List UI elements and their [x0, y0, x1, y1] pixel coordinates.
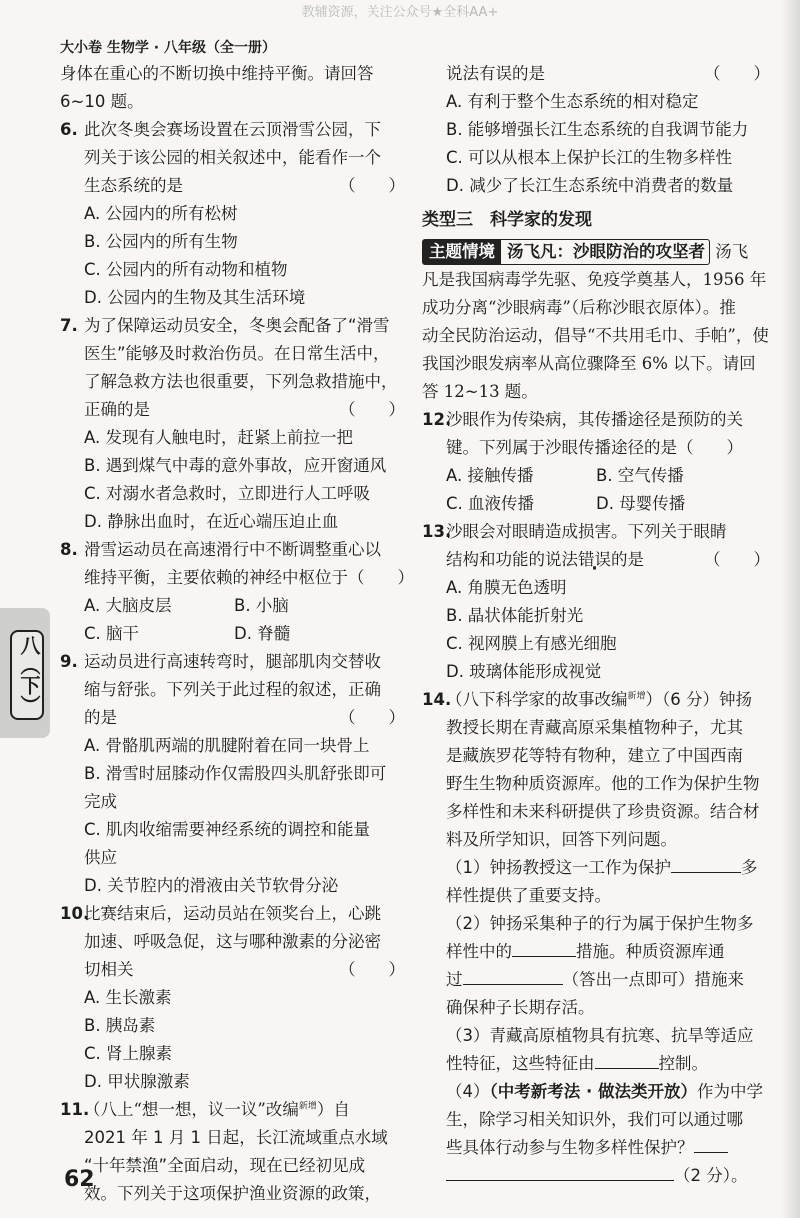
running-header: 大小卷 生物学 · 八年级（全一册）	[60, 40, 276, 56]
option-continued: 完成	[84, 792, 117, 811]
theme-tag	[422, 239, 710, 265]
question-number: 6.	[60, 120, 78, 139]
option: D. 玻璃体能形成视觉	[446, 662, 602, 681]
option: D. 关节腔内的滑液由关节软骨分泌	[84, 876, 339, 895]
grade-side-tab-label: 八（下）	[10, 630, 44, 720]
answer-parentheses: （ ）	[704, 64, 770, 83]
answer-blank[interactable]	[694, 1134, 728, 1153]
option: A. 角膜无色透明	[446, 578, 567, 597]
option: B. 空气传播	[596, 466, 684, 485]
question-number: 9.	[60, 652, 78, 671]
option: C. 肌肉收缩需要神经系统的调控和能量	[84, 820, 371, 839]
theme-tag-label: 主题情境	[423, 240, 501, 264]
answer-parentheses: （ ）	[339, 176, 405, 195]
answer-parentheses: （ ）	[704, 550, 770, 569]
intro-line: 身体在重心的不断切换中维持平衡。请回答	[60, 64, 374, 83]
question-11: 11.（八上“想一想，议一议”改编$^{新增}$）自 2021 年 1 月 1 日起，长江流域重点水域 “十年禁渔”全面启动，现在已经初见成 效。下列关于这项保护渔业资源的政策，	[60, 1096, 405, 1208]
answer-parentheses: （ ）	[339, 960, 405, 979]
option: C. 肾上腺素	[84, 1044, 173, 1063]
new-badge: 新增	[298, 1101, 317, 1112]
option: D. 脊髓	[234, 624, 291, 643]
answer-parentheses: （ ）	[339, 708, 405, 727]
option: C. 视网膜上有感光细胞	[446, 634, 617, 653]
answer-blank[interactable]	[595, 1050, 659, 1069]
option: D. 公园内的生物及其生活环境	[84, 288, 306, 307]
option: B. 公园内的所有生物	[84, 232, 238, 251]
question-9: 9. 运动员进行高速转弯时，腿部肌肉交替收 缩与舒张。下列关于此过程的叙述，正确 的是 （ ） A. 骨骼肌两端的肌腱附着在同一块骨上 B. 滑雪时屈膝动作仅需股四头肌舒张即可 完成 C. 肌肉收缩需要神经系统的调控和能量 供应 D. 关节腔内的滑液由关节软骨分泌	[60, 648, 405, 900]
option: B. 遇到煤气中毒的意外事故，应开窗通风	[84, 456, 387, 475]
question-number: 10.	[60, 904, 90, 923]
grade-side-tab	[0, 608, 50, 738]
option: A. 发现有人触电时，赶紧上前拉一把	[84, 428, 353, 447]
left-column	[60, 60, 414, 1208]
question-8: 8. 滑雪运动员在高速滑行中不断调整重心以 维持平衡，主要依赖的神经中枢位于（ ） A. 大脑皮层 B. 小脑 C. 脑干 D. 脊髓	[60, 536, 405, 648]
watermark: 教辅资源，关注公众号★全科AA+	[301, 5, 499, 20]
question-number: 14.	[422, 690, 452, 709]
answer-parentheses: （ ）	[339, 400, 405, 419]
question-6: 6. 此次冬奥会赛场设置在云顶滑雪公园，下 列关于该公园的相关叙述中，能看作一个 生态系统的是 （ ） A. 公园内的所有松树 B. 公园内的所有生物 C. 公园内的所有动物和植物 D. 公园内的生物及其生活环境	[60, 116, 405, 312]
answer-blank[interactable]	[671, 854, 741, 873]
option: A. 生长激素	[84, 988, 172, 1007]
option: A. 大脑皮层	[84, 596, 172, 615]
option: D. 静脉出血时，在近心端压迫止血	[84, 512, 339, 531]
question-number: 13.	[422, 522, 452, 541]
option: C. 血液传播	[446, 494, 535, 513]
question-number: 8.	[60, 540, 78, 559]
option: B. 能够增强长江生态系统的自我调节能力	[446, 120, 749, 139]
option: A. 有利于整个生态系统的相对稳定	[446, 92, 699, 111]
option: C. 对溺水者急救时，立即进行人工呼吸	[84, 484, 371, 503]
question-11-continued: 说法有误的是 （ ） A. 有利于整个生态系统的相对稳定 B. 能够增强长江生态系统的自我调节能力 C. 可以从根本上保护长江的生物多样性 D. 减少了长江生态系统中消费者的数量	[422, 60, 770, 200]
theme-tag-title: 汤飞凡：沙眼防治的攻坚者	[507, 242, 705, 261]
answer-blank[interactable]	[463, 966, 563, 985]
question-13: 13.沙眼会对眼睛造成损害。下列关于眼睛 结构和功能的说法错误的是 （ ） A. 角膜无色透明 B. 晶状体能折射光 C. 视网膜上有感光细胞 D. 玻璃体能形成视觉	[422, 518, 770, 686]
option-continued: 供应	[84, 848, 117, 867]
exam-tag: （中考新考法 · 做法类开放）	[489, 1082, 698, 1101]
answer-blank[interactable]	[512, 938, 576, 957]
question-number: 11.	[60, 1100, 90, 1119]
option: C. 公园内的所有动物和植物	[84, 260, 288, 279]
section-title: 类型三 科学家的发现	[422, 210, 592, 230]
question-12: 12.沙眼作为传染病，其传播途径是预防的关 键。下列属于沙眼传播途径的是（ ） A. 接触传播 B. 空气传播 C. 血液传播 D. 母婴传播	[422, 406, 770, 518]
question-number: 12.	[422, 410, 452, 429]
answer-blank[interactable]	[446, 1162, 674, 1181]
emphasis-text: 错误	[578, 550, 611, 569]
option: A. 骨骼肌两端的肌腱附着在同一块骨上	[84, 736, 370, 755]
option: A. 接触传播	[446, 466, 534, 485]
option: A. 公园内的所有松树	[84, 204, 238, 223]
option: D. 母婴传播	[596, 494, 686, 513]
option: B. 小脑	[234, 596, 289, 615]
option: D. 减少了长江生态系统中消费者的数量	[446, 176, 734, 195]
option: B. 胰岛素	[84, 1016, 156, 1035]
right-column	[422, 60, 770, 1190]
question-14: 14.（八下科学家的故事改编$^{新增}$）（6 分）钟扬 教授长期在青藏高原采集植物种子，尤其 是藏族罗花等特有物种，建立了中国西南 野生生物种质资源库。他的工作为保护生物 多样性和未来科研提供了珍贵资源。结合材 料及所学知识，回答下列问题。 （1）钟扬教授这一工作为保护 多 样性提供了重要支持。 （2）钟扬采集种子的行为属于保护生物多 样性中的 措施。种质资源库通 过 （答出一点即可）措施来 确保种子长期存活。 （3）青藏高原植物具有抗寒、抗旱等适应 性特征，这些特征由 控制。 （4）（中考新考法 · 做法类开放）作为中学 生，除学习相关知识外，我们可以通过哪 些具体行动参与生物多样性保护？ （2 分）。	[422, 686, 770, 1190]
option: B. 晶状体能折射光	[446, 606, 584, 625]
intro-line: 6~10 题。	[60, 92, 144, 111]
theme-context: 主题情境 汤飞凡：沙眼防治的攻坚者 汤飞 凡是我国病毒学先驱、免疫学奠基人，1956 年 成功分离“沙眼病毒”（后称沙眼衣原体）。推 动全民防治运动，倡导“不共用毛巾、手帕”，使 我国沙眼发病率从高位骤降至 6% 以下。请回 答 12~13 题。	[422, 238, 770, 406]
option: D. 甲状腺激素	[84, 1072, 190, 1091]
new-badge: 新增	[627, 691, 646, 702]
question-7: 7. 为了保障运动员安全，冬奥会配备了“滑雪 医生”能够及时救治伤员。在日常生活中， 了解急救方法也很重要，下列急救措施中， 正确的是 （ ） A. 发现有人触电时，赶紧上前拉一把 B. 遇到煤气中毒的意外事故，应开窗通风 C. 对溺水者急救时，立即进行人工呼吸 D. 静脉出血时，在近心端压迫止血	[60, 312, 405, 536]
question-number: 7.	[60, 316, 78, 335]
option: C. 脑干	[84, 624, 140, 643]
page-spine-shadow	[782, 0, 800, 1218]
option: B. 滑雪时屈膝动作仅需股四头肌舒张即可	[84, 764, 387, 783]
question-10: 10.比赛结束后，运动员站在领奖台上，心跳 加速、呼吸急促，这与哪种激素的分泌密 切相关 （ ） A. 生长激素 B. 胰岛素 C. 肾上腺素 D. 甲状腺激素	[60, 900, 405, 1096]
page-number: 62	[64, 1167, 95, 1192]
option: C. 可以从根本上保护长江的生物多样性	[446, 148, 733, 167]
